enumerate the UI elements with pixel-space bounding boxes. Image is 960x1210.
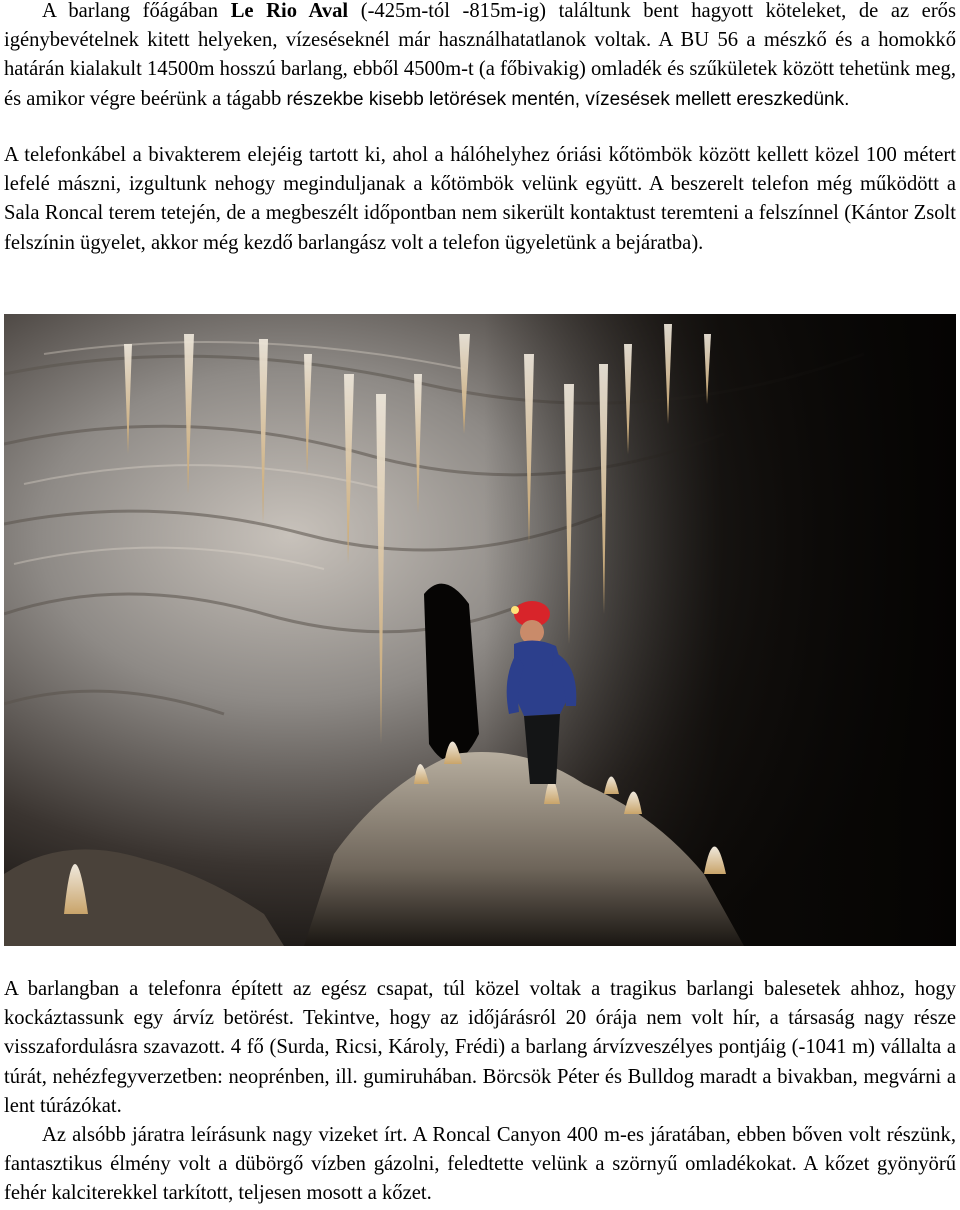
paragraph-2: A telefonkábel a bivakterem elejéig tartott ki, ahol a hálóhelyhez óriási kőtömbök között kellett közel 100 métert lefelé mászni, izgultunk nehogy meginduljanak a kőtömbök velünk együtt. A beszerelt telefon még működött a Sala Roncal terem tetején, de a megbeszélt időpontban nem sikerült kontaktust teremteni a felszínnel (Kántor Zsolt felszínin ügyelet, akkor még kezdő barlangász volt a telefon ügyeletünk a bejáratba). — [4, 144, 956, 254]
cave-photo — [4, 314, 956, 946]
cave-section-name: Le Rio Aval — [230, 0, 349, 22]
paragraph-1-body: (-425m-tól -815m-ig) találtunk bent hagyott köteleket, de az erős igénybevételnek kitett helyeken, vízeséseknél már használhatatlanok voltak. A BU 56 a mészkő és a homokkő határán kialakult 14500m hosszú barlang, ebből 4500m-t (a főbivakig) omladék és szűkületek között tehetünk meg, és amikor végre beérünk a tágabb — [4, 0, 956, 110]
paragraph-1-tail: részekbe kisebb letörések mentén, vízesések mellett ereszkedünk. — [286, 88, 850, 110]
paragraph-1 — [4, 0, 956, 114]
paragraph-4: Az alsóbb járatra leírásunk nagy vizeket írt. A Roncal Canyon 400 m-es járatában, ebben bőven volt részünk, fantasztikus élmény volt a dübörgő vízben gázolni, feledtette velünk a szörnyű omladékokat. A kőzet gyönyörű fehér kalciterekkel tarkított, teljesen mosott a kőzet. — [4, 1124, 956, 1205]
paragraph-3: A barlangban a telefonra épített az egész csapat, túl közel voltak a tragikus barlangi balesetek ahhoz, hogy kockáztassunk egy árvíz betörést. Tekintve, hogy az időjárásról 20 órája nem volt hír, a társaság nagy része visszafordulásra szavazott. 4 fő (Surda, Ricsi, Károly, Frédi) a barlang árvízveszélyes pontjáig (-1041 m) vállalta a túrát, nehézfegyverzetben: neoprénben, ill. gumiruhában. Börcsök Péter és Bulldog maradt a bivakban, megvárni a lent túrázókat. — [4, 978, 956, 1117]
paragraph-1-lead: A barlang főágában — [42, 0, 231, 22]
